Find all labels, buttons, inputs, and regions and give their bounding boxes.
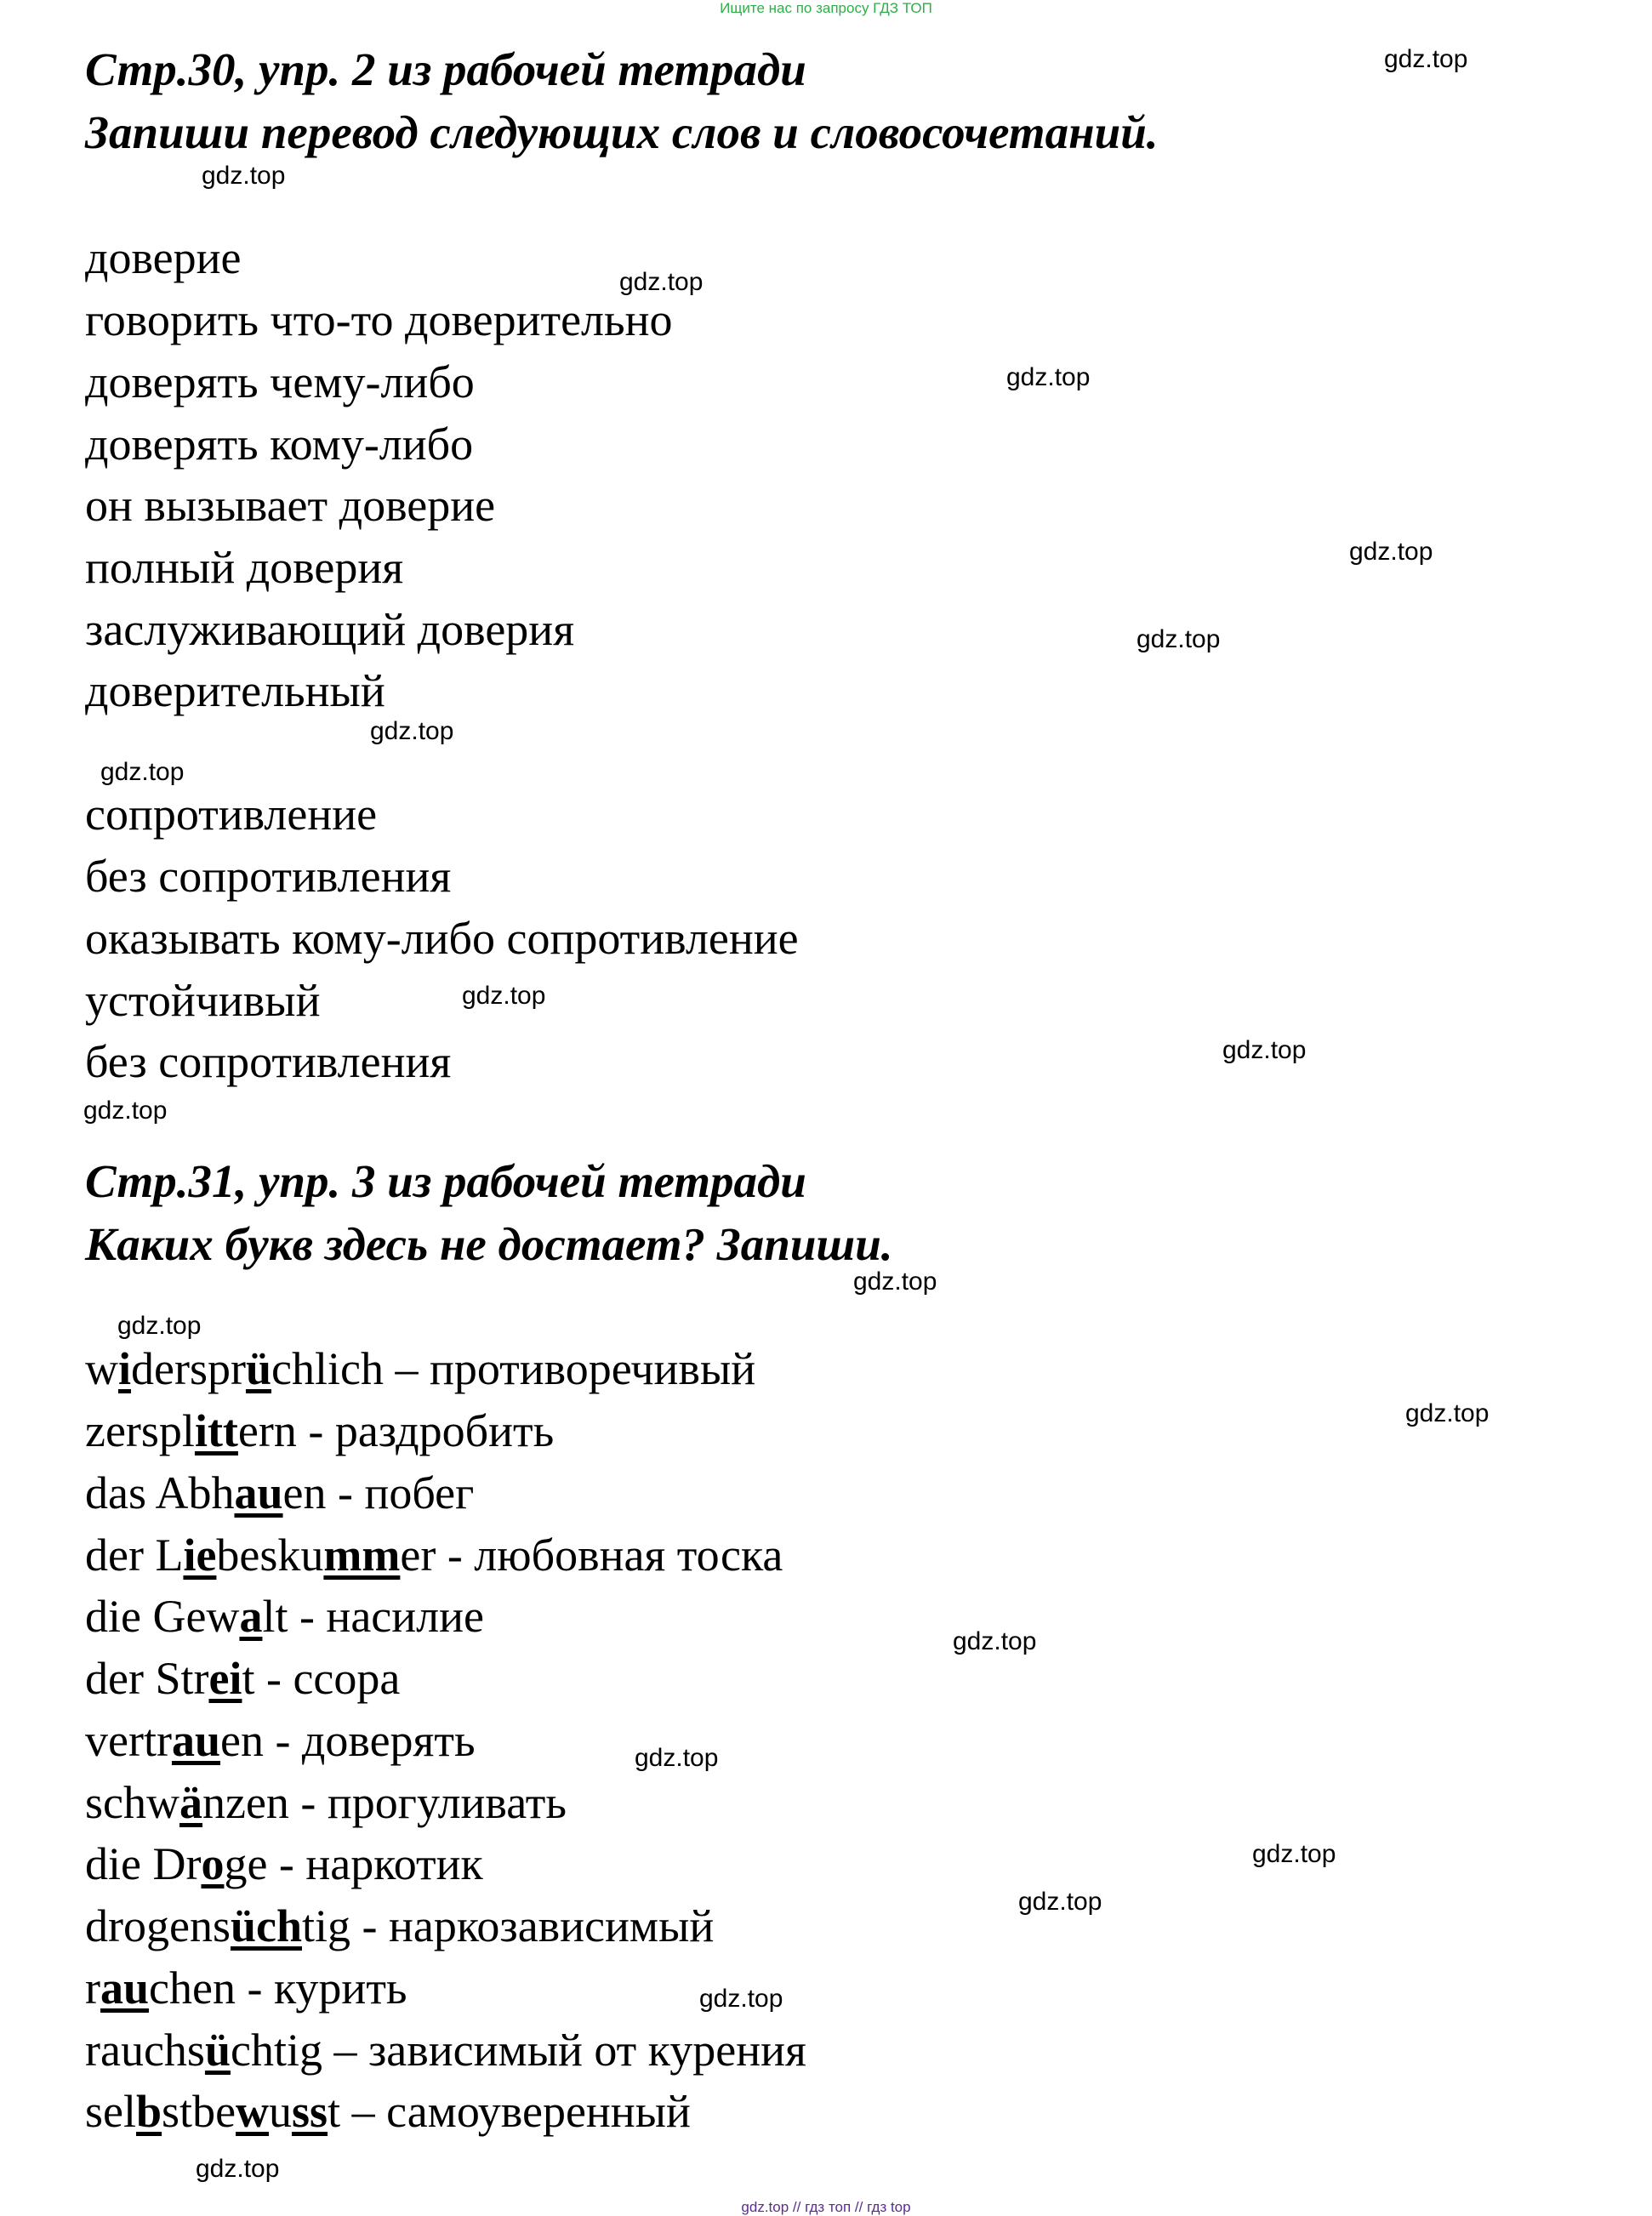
watermark: gdz.top — [1252, 1840, 1336, 1868]
word-line: доверие — [85, 232, 242, 283]
answer-line: die Gewalt - насилие — [85, 1591, 484, 1642]
word-line: без сопротивления — [85, 1036, 452, 1087]
section2-heading-task: Каких букв здесь не достает? Запиши. — [85, 1218, 893, 1270]
watermark: gdz.top — [202, 162, 286, 190]
watermark: gdz.top — [1006, 363, 1091, 391]
answer-line: schwänzen - прогуливать — [85, 1777, 567, 1828]
word-line: устойчивый — [85, 975, 321, 1026]
answer-line: widersprüchlich – противоречивый — [85, 1343, 756, 1394]
answer-line: das Abhauen - побег — [85, 1467, 475, 1518]
answer-line: der Liebeskummer - любовная тоска — [85, 1530, 783, 1581]
watermark: gdz.top — [100, 758, 185, 786]
word-line: он вызывает доверие — [85, 480, 496, 531]
watermark: gdz.top — [1222, 1036, 1307, 1064]
watermark: gdz.top — [1405, 1399, 1490, 1427]
word-line: оказывать кому-либо сопротивление — [85, 913, 799, 964]
word-line: полный доверия — [85, 542, 404, 593]
footer: gdz.top // гдз топ // гдз top — [741, 2199, 911, 2215]
word-line: доверять кому-либо — [85, 419, 474, 470]
watermark: gdz.top — [953, 1627, 1037, 1655]
watermark: gdz.top — [853, 1268, 937, 1296]
word-line: доверительный — [85, 665, 385, 716]
answer-line: rauchen - курить — [85, 1962, 407, 2014]
word-line: сопротивление — [85, 789, 378, 840]
section1-heading-task: Запиши перевод следующих слов и словосочетаний. — [85, 106, 1159, 158]
watermark: gdz.top — [1018, 1888, 1102, 1916]
watermark: gdz.top — [619, 268, 704, 296]
word-line: говорить что-то доверительно — [85, 294, 673, 345]
section2-heading-page: Стр.31, упр. 3 из рабочей тетради — [85, 1155, 806, 1207]
watermark: gdz.top — [370, 717, 454, 745]
watermark: gdz.top — [1136, 625, 1221, 653]
watermark: gdz.top — [117, 1312, 202, 1340]
top-banner: Ищите нас по запросу ГДЗ ТОП — [720, 0, 932, 16]
word-line: заслуживающий доверия — [85, 604, 575, 655]
watermark: gdz.top — [1349, 538, 1433, 566]
watermark: gdz.top — [1384, 45, 1468, 73]
watermark: gdz.top — [462, 982, 546, 1010]
watermark: gdz.top — [83, 1097, 168, 1125]
watermark: gdz.top — [635, 1744, 719, 1772]
answer-line: die Droge - наркотик — [85, 1838, 483, 1889]
watermark: gdz.top — [196, 2155, 280, 2183]
word-line: без сопротивления — [85, 851, 452, 902]
answer-line: drogensüchtig - наркозависимый — [85, 1900, 715, 1951]
answer-line: der Streit - ссора — [85, 1653, 401, 1704]
answer-line: zersplittern - раздробить — [85, 1405, 555, 1456]
answer-line: rauchsüchtig – зависимый от курения — [85, 2025, 806, 2076]
section1-heading-page: Стр.30, упр. 2 из рабочей тетради — [85, 43, 806, 95]
answer-line: selbstbewusst – самоуверенный — [85, 2086, 691, 2137]
watermark: gdz.top — [699, 1985, 783, 2013]
answer-line: vertrauen - доверять — [85, 1715, 476, 1766]
word-line: доверять чему-либо — [85, 356, 475, 407]
